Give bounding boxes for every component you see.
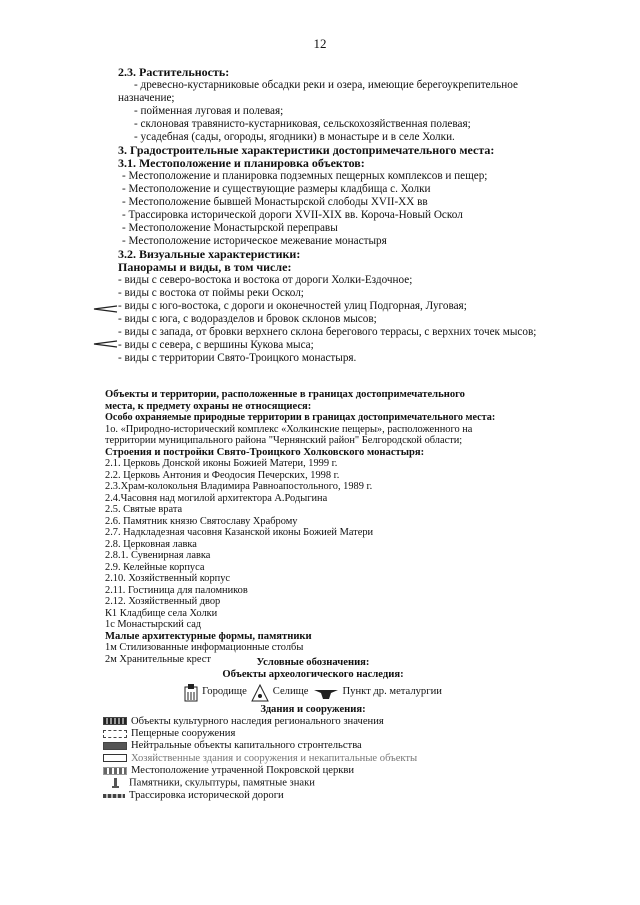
building-item: 2.3.Храм-колокольня Владимира Равноапостольного, 1989 г.: [105, 481, 373, 492]
buildings-heading: Строения и постройки Свято-Троицкого Холковского монастыря:: [105, 446, 425, 458]
objects-section: [105, 389, 525, 665]
building-item: 2.7. Надкладезная часовня Казанской иконы Божией Матери: [105, 527, 374, 538]
monument-icon: [103, 777, 129, 789]
arch-legend-label: Селище: [272, 686, 309, 698]
legend-item-label: Объекты культурного наследия регионального значения: [131, 715, 384, 727]
page-number: 12: [313, 36, 327, 51]
location-item: - Местоположение и планировка подземных пещерных комплексов и пещер;: [122, 170, 488, 182]
building-item: 2.4.Часовня над могилой архитектора А.Родыгина: [105, 492, 328, 504]
building-item: 2.5. Святые врата: [105, 504, 183, 515]
legend-item: [103, 728, 523, 740]
legend-item-label: Нейтральные объекты капитального стронтельства: [131, 740, 362, 752]
historic-road-swatch: [103, 794, 125, 798]
vegetation-item: - склоновая травянисто-кустарниковая, сельскохозяйственная полевая;: [134, 118, 471, 130]
view-item: - виды с севера, с вершины Кукова мыса;: [118, 339, 314, 351]
regional-heritage-swatch: [103, 717, 127, 725]
legend-arch-title: Объекты археологического наследия:: [222, 669, 404, 681]
location-item: - Местоположение историческое межевание монастыря: [122, 235, 387, 247]
neutral-buildings-swatch: [103, 742, 127, 750]
building-item: 2.9. Келейные корпуса: [105, 561, 205, 573]
characteristics-section: [118, 66, 608, 365]
location-item: - Местоположение и существующие размеры кладбища с. Холки: [122, 183, 431, 195]
vegetation-item: назначение;: [118, 92, 175, 104]
building-item: 2.11. Гостиница для паломников: [105, 584, 248, 596]
legend-item: [103, 790, 523, 802]
location-item: - Местоположение бывшей Монастырской слободы XVII-XX вв: [122, 196, 428, 208]
building-item: 2.2. Церковь Антония и Феодосия Печерских, 1998 г.: [105, 469, 340, 481]
visual-heading: 3.2. Визуальные характеристики:: [118, 247, 301, 261]
building-item: 1с Монастырский сад: [105, 619, 202, 630]
arch-legend-label: Городище: [202, 686, 247, 698]
vegetation-item: - древесно-кустарниковые обсадки реки и озера, имеющие берегоукрепительное: [134, 79, 518, 91]
urban-heading: 3. Градостроительные характеристики достопримечательного места:: [118, 143, 495, 157]
view-item: - виды с востока от поймы реки Оскол;: [118, 287, 304, 299]
arch-legend-row: [103, 684, 523, 702]
vegetation-heading: 2.3. Растительность:: [118, 65, 230, 79]
legend-title: Условные обозначения:: [256, 657, 370, 668]
building-item: К1 Кладбище села Холки: [105, 607, 218, 619]
lost-church-swatch: [103, 767, 127, 775]
objects-heading: места, к предмету охраны не относящиеся:: [105, 400, 312, 412]
small-form-item: 1м Стилизованные информационные столбы: [105, 642, 304, 653]
location-item: - Трассировка исторической дороги XVII-XIX вв. Короча-Новый Оскол: [122, 209, 463, 221]
legend-item: [103, 765, 523, 777]
view-item: - виды с запада, от бровки верхнего склона берегового террасы, с верхних точек мысов;: [118, 326, 537, 338]
legend-item: [103, 753, 523, 765]
protected-item: 1о. «Природно-исторический комплекс «Холкинские пещеры», расположенного на: [105, 423, 473, 435]
building-item: 2.6. Памятник князю Святославу Храброму: [105, 515, 298, 527]
building-item: 2.12. Хозяйственный двор: [105, 596, 221, 607]
legend-item-label: Трассировка исторической дороги: [129, 790, 284, 802]
vegetation-item: - усадебная (сады, огороды, ягодники) в монастыре и в селе Холки.: [134, 131, 455, 143]
metallurgy-site-icon: [313, 686, 339, 700]
view-item: - виды с северо-востока и востока от дороги Холки-Ездочное;: [118, 274, 413, 286]
view-item: - виды с юго-востока, с дороги и оконечностей улиц Подгорная, Луговая;: [118, 300, 467, 312]
legend-item: [103, 740, 523, 752]
building-item: 2.1. Церковь Донской иконы Божией Матери, 1999 г.: [105, 458, 338, 469]
legend-item: [103, 716, 523, 728]
building-item: 2.8. Церковная лавка: [105, 538, 197, 550]
hillfort-icon: [184, 684, 198, 702]
settlement-icon: [251, 684, 269, 702]
legend-item-label: Хозяйственные здания и сооружения и некапитальные объекты: [131, 752, 418, 764]
view-item: - виды с юга, с водоразделов и бровок склонов мысов;: [118, 313, 377, 325]
cave-structures-swatch: [103, 730, 127, 738]
legend-item-label: Пещерные сооружения: [131, 728, 236, 740]
small-form-item: 2м Хранительные крест: [105, 653, 211, 665]
handwritten-arrow-icon: [92, 304, 118, 314]
utility-buildings-swatch: [103, 754, 127, 762]
view-item: - виды с территории Свято-Троицкого монастыря.: [118, 352, 357, 364]
objects-heading: Объекты и территории, расположенные в границах достопримечательного: [105, 389, 465, 400]
legend-item-label: Памятники, скульптуры, памятные знаки: [129, 777, 315, 789]
legend-item: [103, 777, 523, 790]
legend-item-label: Местоположение утраченной Покровской церкви: [131, 765, 355, 777]
building-item: 2.10. Хозяйственный корпус: [105, 573, 231, 584]
handwritten-arrow-icon: [92, 339, 118, 349]
location-item: - Местоположение Монастырской переправы: [122, 222, 338, 234]
protected-item: территории муниципального района "Чернянский район" Белгородской области;: [105, 435, 463, 446]
protected-heading: Особо охраняемые природные территории в границах достопримечательного места:: [105, 412, 496, 423]
small-forms-heading: Малые архитектурные формы, памятники: [105, 630, 312, 642]
views-heading: Панорамы и виды, в том числе:: [118, 260, 292, 274]
vegetation-item: - пойменная луговая и полевая;: [134, 105, 284, 117]
legend-build-title: Здания и сооружения:: [260, 703, 366, 715]
location-heading: 3.1. Местоположение и планировка объектов:: [118, 156, 365, 170]
legend: [103, 657, 523, 802]
arch-legend-label: Пункт др. металургии: [342, 686, 442, 698]
building-item: 2.8.1. Сувенирная лавка: [105, 550, 211, 561]
